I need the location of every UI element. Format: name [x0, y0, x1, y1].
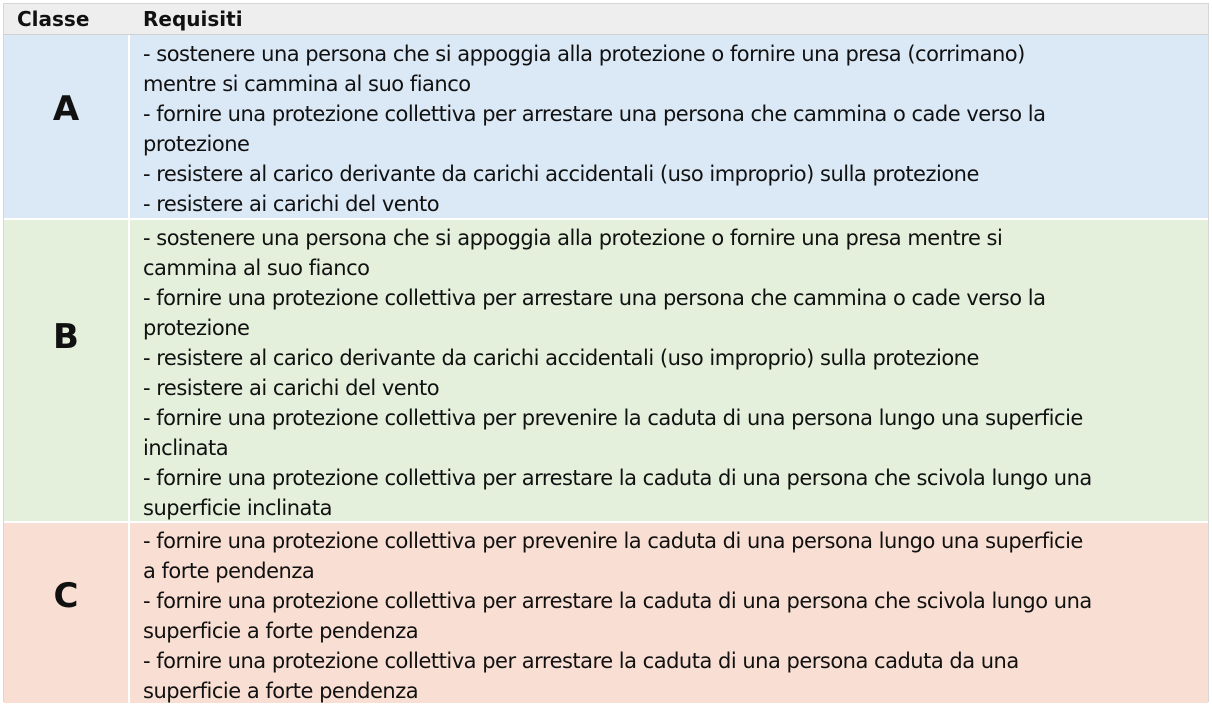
- requirement-line: - fornire una protezione collettiva per arrestare la caduta di una persona che scivola lungo una: [143, 589, 1092, 613]
- table-row-class-a: [4, 35, 1208, 218]
- requirements-cell: [143, 526, 1203, 706]
- requirement-line: - resistere ai carichi del vento: [143, 376, 440, 400]
- requirement-line: superficie a forte pendenza: [143, 619, 419, 643]
- class-label: B: [53, 317, 79, 357]
- requirements-cell: [143, 223, 1203, 523]
- requirement-line: - resistere al carico derivante da carichi accidentali (uso improprio) sulla protezione: [143, 346, 979, 370]
- requirement-line: - fornire una protezione collettiva per prevenire la caduta di una persona lungo una superficie: [143, 406, 1083, 430]
- requirement-line: - sostenere una persona che si appoggia alla protezione o fornire una presa (corrimano): [143, 42, 1025, 66]
- requirement-line: protezione: [143, 316, 250, 340]
- requirements-cell: [143, 39, 1203, 219]
- requirement-line: superficie a forte pendenza: [143, 679, 419, 703]
- requirement-line: inclinata: [143, 436, 229, 460]
- requirement-line: a forte pendenza: [143, 559, 315, 583]
- table-header: [4, 4, 1208, 35]
- row-divider: [4, 218, 1208, 220]
- column-divider: [128, 35, 130, 703]
- requirement-line: - fornire una protezione collettiva per prevenire la caduta di una persona lungo una superficie: [143, 529, 1083, 553]
- requirement-line: superficie inclinata: [143, 496, 332, 520]
- row-divider: [4, 521, 1208, 523]
- requirement-line: - resistere al carico derivante da carichi accidentali (uso improprio) sulla protezione: [143, 162, 979, 186]
- requirement-line: - fornire una protezione collettiva per arrestare la caduta di una persona caduta da una: [143, 649, 1019, 673]
- class-label: C: [53, 576, 79, 616]
- requirement-line: - resistere ai carichi del vento: [143, 192, 440, 216]
- requirement-line: - fornire una protezione collettiva per arrestare una persona che cammina o cade verso la: [143, 286, 1046, 310]
- column-header-class: Classe: [17, 7, 90, 31]
- column-header-requirements: Requisiti: [143, 7, 243, 31]
- requirement-line: protezione: [143, 132, 250, 156]
- table-row-class-b: [4, 219, 1208, 521]
- requirement-line: cammina al suo fianco: [143, 256, 370, 280]
- requirement-line: - fornire una protezione collettiva per arrestare la caduta di una persona che scivola lungo una: [143, 466, 1092, 490]
- requirement-line: - fornire una protezione collettiva per arrestare una persona che cammina o cade verso la: [143, 102, 1046, 126]
- requirement-line: mentre si cammina al suo fianco: [143, 72, 471, 96]
- requirements-table: [3, 3, 1209, 702]
- class-label: A: [52, 89, 80, 129]
- requirement-line: - sostenere una persona che si appoggia alla protezione o fornire una presa mentre si: [143, 226, 1003, 250]
- table-row-class-c: [4, 522, 1208, 703]
